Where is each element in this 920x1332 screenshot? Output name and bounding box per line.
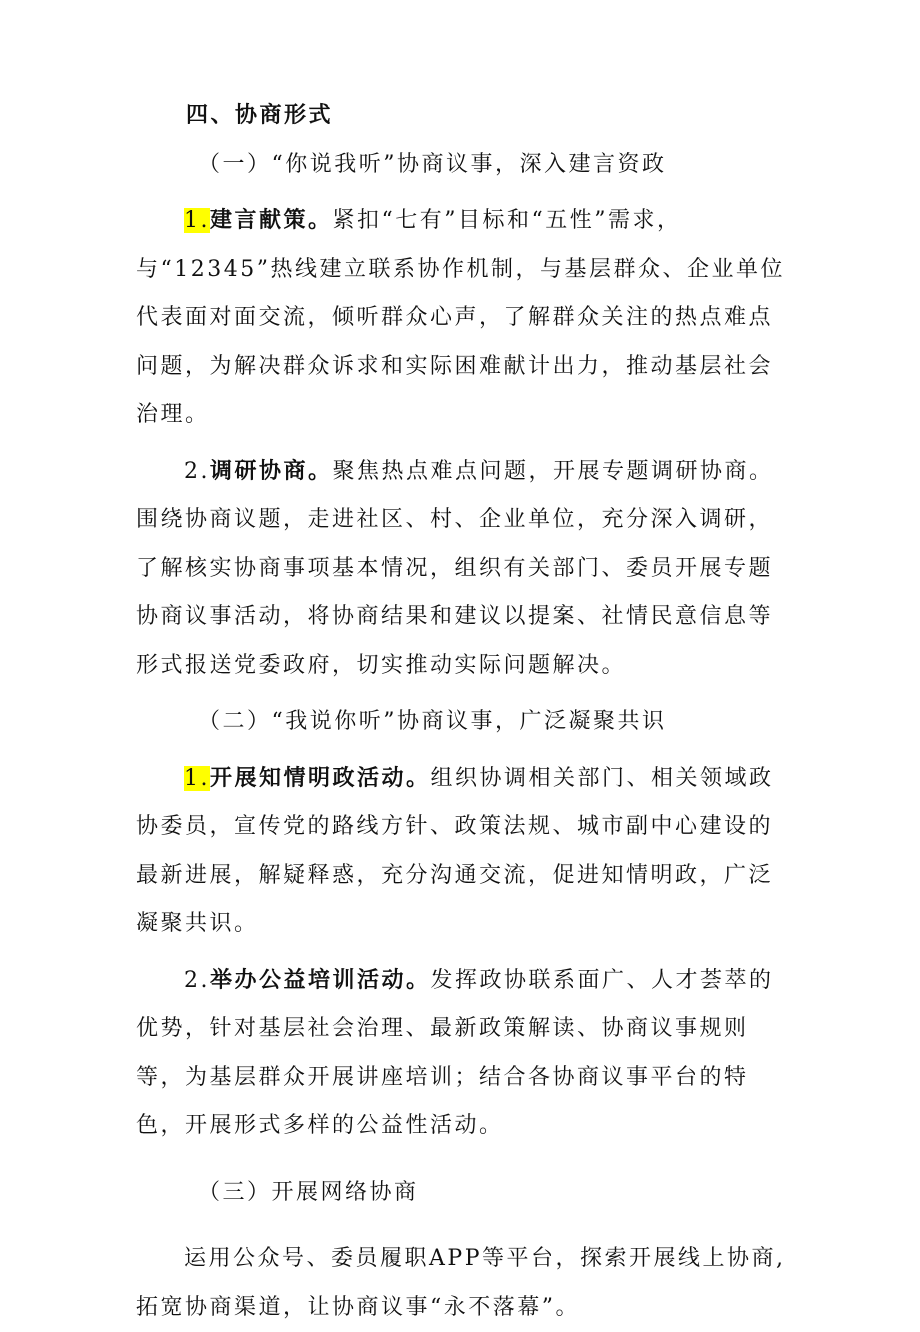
paragraph-4-body: 发挥政协联系面广、人才荟萃的优势，针对基层社会治理、最新政策解读、协商议事规则等，为基层群众开展讲座培训；结合各协商议事平台的特色，开展形式多样的公益性活动。 <box>136 967 774 1138</box>
subheading-1: （一）“你说我听”协商议事，深入建言资政 <box>198 151 667 177</box>
paragraph-3-title: 开展知情明政活动。 <box>210 765 431 791</box>
paragraph-5 <box>136 1235 796 1332</box>
highlighted-number: 1. <box>184 208 210 233</box>
paragraph-2 <box>136 448 796 691</box>
paragraph-1-title: 建言献策。 <box>210 208 333 233</box>
document-body <box>136 92 796 1332</box>
paragraph-1 <box>136 197 796 440</box>
paragraph-3-body: 组织协调相关部门、相关领域政协委员，宣传党的路线方针、政策法规、城市副中心建设的最新进展，解疑释惑，充分沟通交流，促进知情明政，广泛凝聚共识。 <box>136 765 774 936</box>
highlighted-number: 1. <box>184 765 210 791</box>
paragraph-2-number: 2. <box>184 458 210 484</box>
paragraph-4 <box>136 957 796 1151</box>
paragraph-4-number: 2. <box>184 967 210 993</box>
paragraph-1-body: 紧扣“七有”目标和“五性”需求，与“12345”热线建立联系协作机制，与基层群众、企业单位代表面对面交流，倾听群众心声，了解群众关注的热点难点问题，为解决群众诉求和实际困难献计出力，推动基层社会治理。 <box>136 208 785 427</box>
subheading-2: （二）“我说你听”协商议事，广泛凝聚共识 <box>198 709 667 734</box>
paragraph-2-body: 聚焦热点难点问题，开展专题调研协商。围绕协商议题，走进社区、村、企业单位，充分深入调研，了解核实协商事项基本情况，组织有关部门、委员开展专题协商议事活动，将协商结果和建议以提案、社情民意信息等形式报送党委政府，切实推动实际问题解决。 <box>136 458 774 678</box>
paragraph-5-body: 运用公众号、委员履职APP等平台，探索开展线上协商,拓宽协商渠道，让协商议事“永不落幕”。 <box>136 1246 786 1320</box>
paragraph-4-title: 举办公益培训活动。 <box>210 967 431 993</box>
section-heading: 四、协商形式 <box>186 103 334 128</box>
subheading-3: （三）开展网络协商 <box>198 1179 419 1205</box>
paragraph-3 <box>136 755 796 949</box>
paragraph-2-title: 调研协商。 <box>210 458 333 484</box>
